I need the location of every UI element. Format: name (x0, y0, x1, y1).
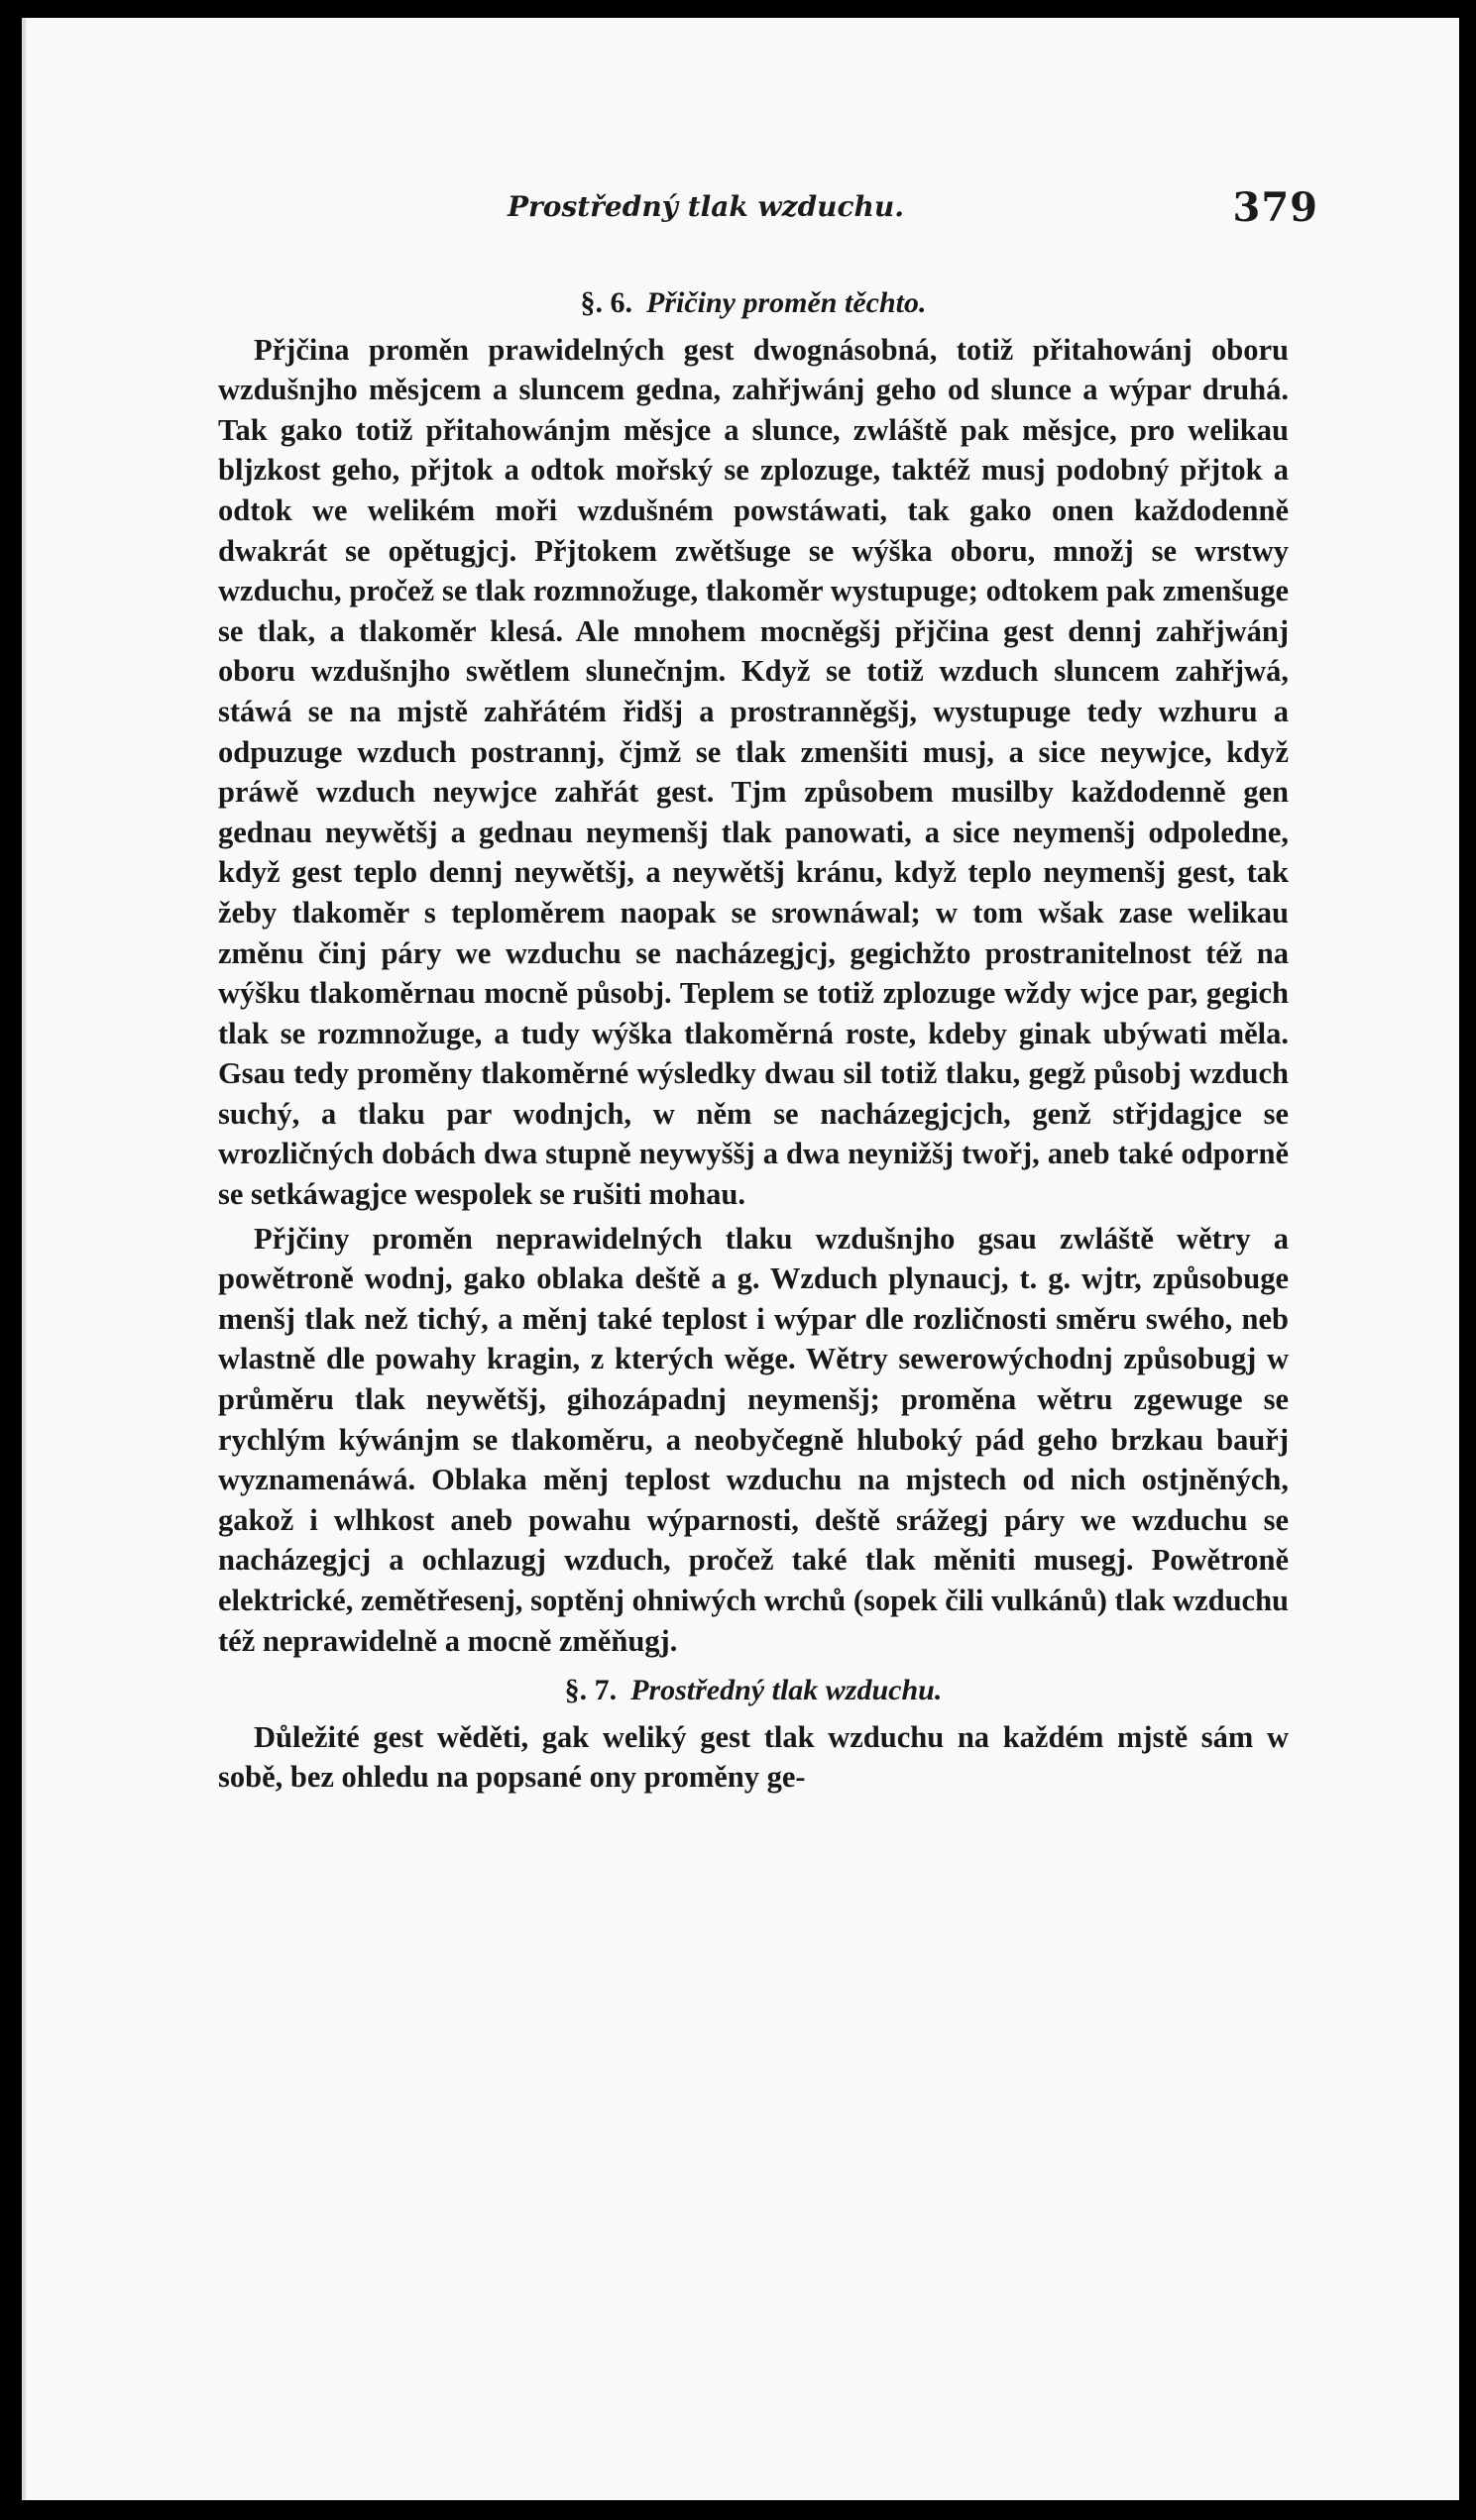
section-title: Přičiny proměn těchto. (646, 286, 927, 319)
book-page (22, 18, 1459, 2500)
running-title: Prostředný tlak wzduchu. (508, 190, 905, 223)
body-text (218, 283, 1289, 1802)
section-title: Prostředný tlak wzduchu. (630, 1674, 943, 1707)
section-heading-7 (218, 1671, 1289, 1711)
paragraph: Důležité gest wěděti, gak weliký gest tlak wzduchu na každém mjstě sám w sobě, bez ohledu na popsané ony proměny ge- (218, 1719, 1289, 1795)
page-header (22, 184, 1459, 234)
page-edge (22, 18, 26, 2500)
paragraph: Přjčina proměn prawidelných gest dwognásobná, totiž přitahowánj oboru wzdušnjho měsjcem a sluncem gedna, zahřjwánj geho od slunce a wýpar druhá. Tak gako totiž přitahowánjm měsjce a slunce, zwláště pak měsjce, pro welikau bljzkost geho, přjtok a odtok mořský se zplozuge, taktéž musj podobný přjtok a odtok we welikém moři wzdušném powstáwati, tak gako onen každodenně dwakrát se opětugjcj. Přjtokem zwětšuge se wýška oboru, množj se wrstwy wzduchu, pročež se tlak rozmnožuge, tlakoměr wystupuge; odtokem pak zmenšuge se tlak, a tlakoměr klesá. Ale mnohem mocněgšj přjčina gest dennj zahřjwánj oboru wzdušnjho swětlem slunečnjm. Když se totiž wzduch sluncem zahřjwá, stáwá se na mjstě zahřátém řidšj a prostranněgšj, wystupuge tedy wzhuru a odpuzuge wzduch postrannj, čjmž se tlak zmenšiti musj, a sice neywjce, když práwě wzduch neywjce zahřát gest. Tjm způsobem musilby každodenně gen gednau neywětšj a gednau neymenšj tlak panowati, a sice neymenšj odpoledne, když gest teplo dennj neywětšj, a neywětšj kránu, když teplo neymenšj gest, tak žeby tlakoměr s teploměrem naopak se srownáwal; w tom wšak zase welikau změnu činj páry we wzduchu se nacházegjcj, gegichžto prostranitelnost též na wýšku tlakoměrnau mocně působj. Teplem se totiž zplozuge wždy wjce par, gegich tlak se rozmnožuge, a tudy wýška tlakoměrná roste, kdeby ginak ubýwati měla. Gsau tedy proměny tlakoměrné wýsledky dwau sil totiž tlaku, gegž působj wzduch suchý, a tlaku par wodnjch, w něm se nacházegjcjch, genž střjdagjce se wrozličných dobách dwa stupně neywyššj a dwa neynižšj twořj, aneb také odporně se setkáwagjce wespolek se rušiti mohau. (218, 332, 1289, 1212)
page-number: 379 (1232, 184, 1318, 231)
section-number: §. 6. (580, 286, 632, 319)
section-heading-6 (218, 283, 1289, 324)
paragraph: Přjčiny proměn neprawidelných tlaku wzdušnjho gsau zwláště wětry a powětroně wodnj, gako oblaka deště a g. Wzduch plynaucj, t. g. wjtr, způsobuge menšj tlak než tichý, a měnj také teplost i wýpar dle rozličnosti směru swého, neb wlastně dle powahy kragin, z kterých wěge. Wětry sewerowýchodnj způsobugj w průměru tlak neywětšj, gihozápadnj neymenšj; proměna wětru zgewuge se rychlým kýwánjm se tlakoměru, a neobyčegně hluboký pád geho brzkau bauřj wyznamenáwá. Oblaka měnj teplost wzduchu na mjstech od nich ostjněných, gakož i wlhkost aneb powahu wýparnosti, deště srážegj páry we wzduchu se nacházegjcj a ochlazugj wzduch, pročež také tlak měniti musegj. Powětroně elektrické, zemětřesenj, soptěnj ohniwých wrchů (sopek čili vulkánů) tlak wzduchu též neprawidelně a mocně změňugj. (218, 1221, 1289, 1658)
section-number: §. 7. (564, 1674, 618, 1707)
